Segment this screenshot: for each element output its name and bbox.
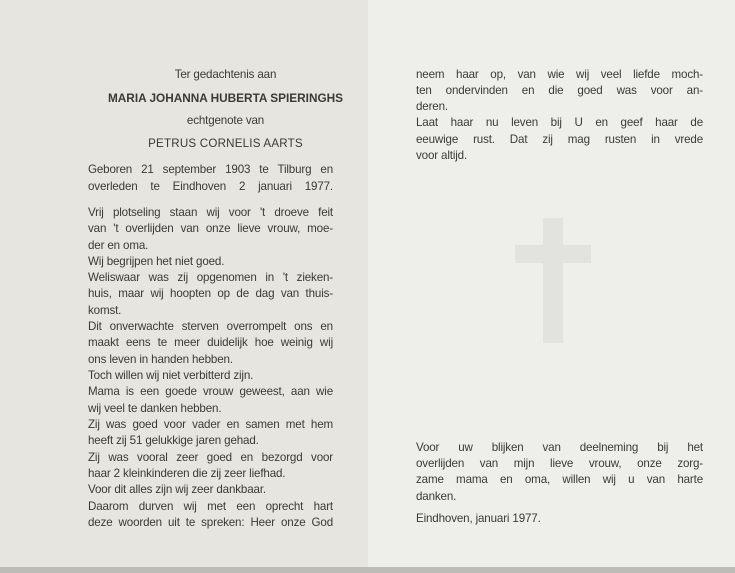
thanks-line: overlijden van mijn lieve vrouw, onze zorg- (416, 457, 703, 470)
prayer-line: voor altijd. (416, 149, 468, 162)
text-line: der en oma. (88, 239, 149, 252)
thanks-line: danken. (416, 490, 457, 503)
prayer-line: ten ondervinden en die goed was voor an- (416, 84, 703, 97)
text-line: wij veel te danken hebben. (88, 402, 222, 415)
text-line: huis, maar wij hoopten op de dag van thuis- (88, 287, 333, 300)
prayer-line: Laat haar nu leven bij U en geef haar de (416, 116, 703, 129)
text-line: Dit onverwachte sterven overrompelt ons en (88, 320, 333, 333)
text-line: van 't overlijden van onze lieve vrouw, moe- (88, 222, 333, 235)
thanks-line: zame mama en oma, willen wij u van harte (416, 473, 703, 486)
prayer-line: eeuwige rust. Dat zij mag rusten in vrede (416, 133, 703, 146)
prayer-line: deren. (416, 100, 448, 113)
spouse-label: echtgenote van (186, 114, 265, 127)
spouse-name: PETRUS CORNELIS AARTS (148, 137, 303, 150)
text-line: heeft zij 51 gelukkige jaren gehad. (88, 434, 259, 447)
text-line: Daarom durven wij met een oprecht hart (88, 500, 333, 513)
text-line: haar 2 kleinkinderen die zij zeer liefhad. (88, 467, 286, 480)
text-line: deze woorden uit te spreken: Heer onze God (88, 516, 333, 529)
text-line: Wij begrijpen het niet goed. (88, 255, 225, 268)
text-line: Vrij plotseling staan wij voor 't droeve feit (88, 206, 333, 219)
text-line: Toch willen wij niet verbitterd zijn. (88, 369, 254, 382)
text-line: Geboren 21 september 1903 te Tilburg en (88, 163, 333, 176)
text-line: Weliswaar was zij opgenomen in 't zieken- (88, 271, 333, 284)
text-line: Mama is een goede vrouw geweest, aan wie (88, 385, 333, 398)
text-line: komst. (88, 304, 122, 317)
text-line: Voor dit alles zijn wij zeer dankbaar. (88, 483, 266, 496)
deceased-name: MARIA JOHANNA HUBERTA SPIERINGHS (107, 91, 344, 105)
text-line: Zij was vooral zeer goed en bezorgd voor (88, 451, 333, 464)
text-line: ons leven in handen hebben. (88, 353, 233, 366)
text-line: overleden te Eindhoven 2 januari 1977. (88, 180, 333, 193)
text-line: maakt eens te meer duidelijk hoe weinig wij (88, 336, 333, 349)
place-date: Eindhoven, januari 1977. (416, 512, 541, 525)
prayer-line: neem haar op, van wie wij veel liefde moch- (416, 68, 703, 81)
scan-edge (0, 567, 735, 573)
intro-text: Ter gedachtenis aan (174, 68, 277, 81)
text-line: Zij was goed voor vader en samen met hem (88, 418, 333, 431)
thanks-line: Voor uw blijken van deelneming bij het (416, 441, 703, 454)
